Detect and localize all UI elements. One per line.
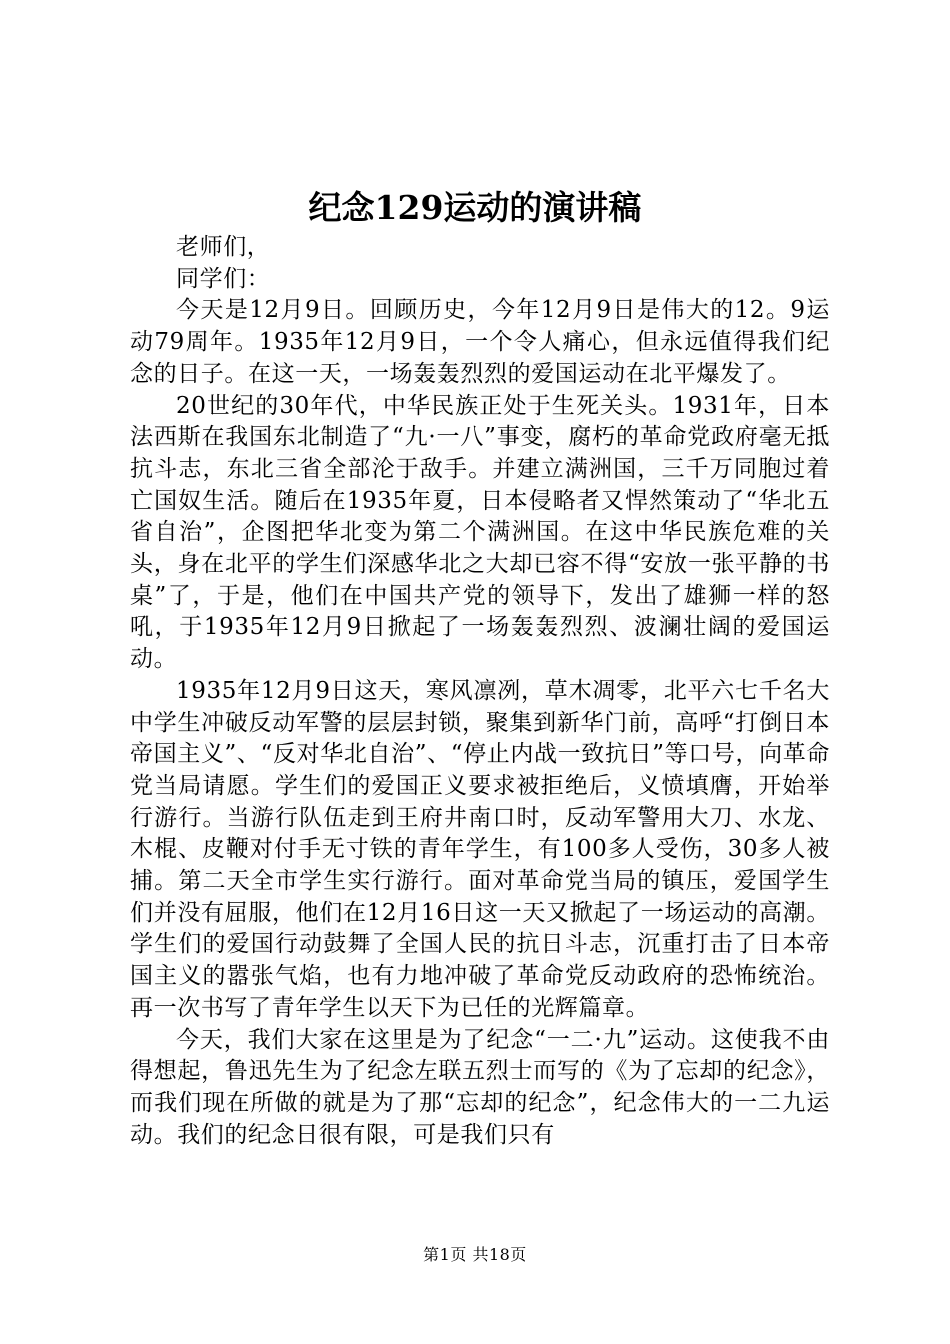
paragraph-3: 1935年12月9日这天，寒风凛冽，草木凋零，北平六七千名大中学生冲破反动军警的层层封锁，聚集到新华门前，高呼“打倒日本帝国主义”、“反对华北自治”、“停止内战一致抗日”等口号，向革命党当局请愿。学生们的爱国正义要求被拒绝后，义愤填膺，开始举行游行。当游行队伍走到王府井南口时，反动军警用大刀、水龙、木棍、皮鞭对付手无寸铁的青年学生，有100多人受伤，30多人被捕。第二天全市学生实行游行。面对革命党当局的镇压，爱国学生们并没有屈服，他们在12月16日这一天又掀起了一场运动的高潮。学生们的爱国行动鼓舞了全国人民的抗日斗志，沉重打击了日本帝国主义的嚣张气焰，也有力地冲破了革命党反动政府的恐怖统治。再一次书写了青年学生以天下为已任的光辉篇章。 — [130, 677, 830, 1021]
paragraph-1: 今天是12月9日。回顾历史，今年12月9日是伟大的12。9运动79周年。1935年12月9日，一个令人痛心，但永远值得我们纪念的日子。在这一天，一场轰轰烈烈的爱国运动在北平爆发了。 — [130, 297, 830, 387]
salutation-students: 同学们： — [176, 265, 271, 292]
document-body — [130, 232, 830, 1151]
page-number-footer: 第1页 共18页 — [423, 1245, 527, 1264]
document-title: 纪念129运动的演讲稿 — [308, 188, 642, 227]
paragraph-2: 20世纪的30年代，中华民族正处于生死关头。1931年，日本法西斯在我国东北制造了“九·一八”事变，腐朽的革命党政府毫无抵抗斗志，东北三省全部沦于敌手。并建立满洲国，三千万同胞过着亡国奴生活。随后在1935年夏，日本侵略者又悍然策动了“华北五省自治”，企图把华北变为第二个满洲国。在这中华民族危难的关头，身在北平的学生们深感华北之大却已容不得“安放一张平静的书桌”了，于是，他们在中国共产党的领导下，发出了雄狮一样的怒吼，于1935年12月9日掀起了一场轰轰烈烈、波澜壮阔的爱国运动。 — [130, 392, 830, 673]
paragraph-4: 今天，我们大家在这里是为了纪念“一二·九”运动。这使我不由得想起，鲁迅先生为了纪念左联五烈士而写的《为了忘却的纪念》，而我们现在所做的就是为了那“忘却的纪念”，纪念伟大的一二九运动。我们的纪念日很有限，可是我们只有 — [130, 1026, 830, 1148]
salutation-teachers: 老师们， — [176, 234, 271, 260]
